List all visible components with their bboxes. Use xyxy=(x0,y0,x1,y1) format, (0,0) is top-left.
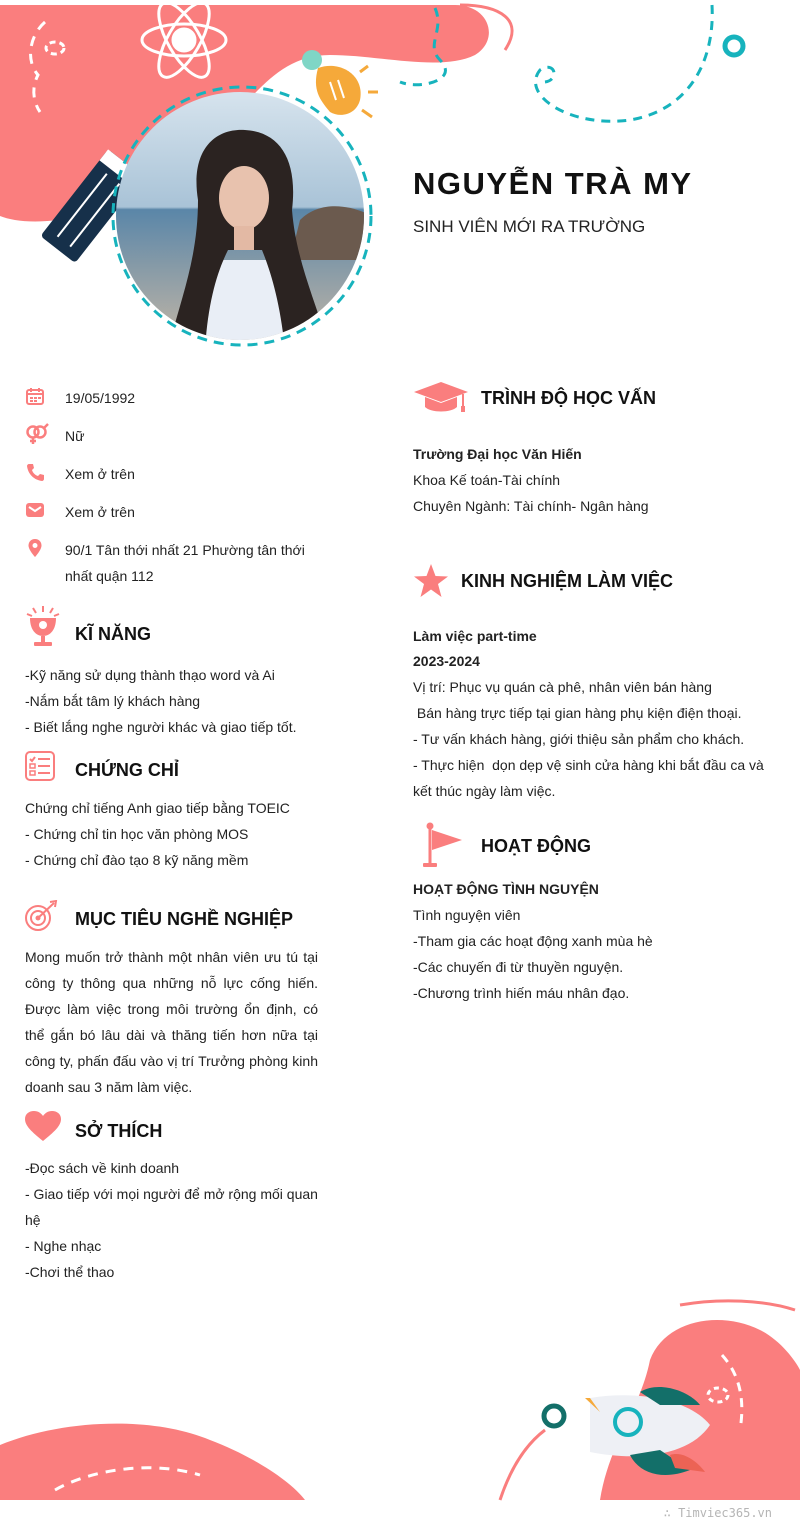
heart-icon xyxy=(24,1110,66,1142)
certificates-title: CHỨNG CHỈ xyxy=(75,759,179,780)
contact-birthdate xyxy=(25,385,315,411)
candidate-name: NGUYỄN TRÀ MY xyxy=(413,166,693,201)
certificates-list xyxy=(25,795,325,873)
school-name: Trường Đại học Văn Hiến xyxy=(413,446,582,462)
star-icon xyxy=(413,563,451,599)
target-icon xyxy=(24,900,66,932)
list-item: - Nghe nhạc xyxy=(25,1238,102,1254)
list-item: - Chứng chỉ tin học văn phòng MOS xyxy=(25,826,249,842)
list-item: Bán hàng trực tiếp tại gian hàng phụ kiện điện thoại. xyxy=(413,705,742,721)
list-item: -Chơi thể thao xyxy=(25,1264,115,1280)
experience-details xyxy=(413,624,783,804)
list-item: -Nắm bắt tâm lý khách hàng xyxy=(25,693,201,709)
candidate-title: SINH VIÊN MỚI RA TRƯỜNG xyxy=(413,217,646,236)
calendar-icon xyxy=(25,385,55,407)
skills-list xyxy=(25,662,325,740)
list-item: - Biết lắng nghe người khác và giao tiếp tốt. xyxy=(25,719,297,735)
contact-address xyxy=(25,537,315,589)
gender-value: Nữ xyxy=(65,428,85,444)
list-item: Chuyên Ngành: Tài chính- Ngân hàng xyxy=(413,498,649,514)
list-item: -Đọc sách về kinh doanh xyxy=(25,1160,180,1176)
phone-icon xyxy=(25,461,55,483)
graduation-cap-icon xyxy=(413,380,471,416)
birthdate-value: 19/05/1992 xyxy=(65,390,136,406)
contact-email xyxy=(25,499,315,525)
email-value: Xem ở trên xyxy=(65,504,135,520)
list-item: Khoa Kế toán-Tài chính xyxy=(413,472,561,488)
hobbies-list xyxy=(25,1155,325,1285)
certificates-header xyxy=(24,750,179,782)
experience-header xyxy=(413,563,673,599)
list-item: Chứng chỉ tiếng Anh giao tiếp bằng TOEIC xyxy=(25,800,290,816)
list-item: - Tư vấn khách hàng, giới thiệu sản phẩm cho khách. xyxy=(413,731,745,747)
hobbies-title: SỞ THÍCH xyxy=(75,1120,163,1141)
experience-title: KINH NGHIỆM LÀM VIỆC xyxy=(461,570,674,591)
list-item: -Chương trình hiến máu nhân đạo. xyxy=(413,985,630,1001)
flag-icon xyxy=(420,822,470,870)
list-item: -Kỹ năng sử dụng thành thạo word và Ai xyxy=(25,667,275,683)
rocket-icon xyxy=(585,1387,710,1475)
activity-subtitle: HOẠT ĐỘNG TÌNH NGUYỆN xyxy=(413,881,599,897)
skills-title: KĨ NĂNG xyxy=(75,623,151,644)
objective-title: MỤC TIÊU NGHỀ NGHIỆP xyxy=(75,908,294,929)
activities-title: HOẠT ĐỘNG xyxy=(481,835,591,856)
phone-value: Xem ở trên xyxy=(65,466,135,482)
watermark: ∴ Timviec365.vn xyxy=(663,1506,772,1520)
list-item: - Giao tiếp với mọi người để mở rộng mối quan hệ xyxy=(25,1186,318,1228)
hobbies-header xyxy=(24,1110,162,1142)
list-item: -Các chuyến đi từ thuyền nguyện. xyxy=(413,959,624,975)
list-item: Tình nguyện viên xyxy=(413,907,521,923)
job-period: 2023-2024 xyxy=(413,653,480,669)
email-icon xyxy=(25,499,55,521)
trophy-icon xyxy=(24,604,66,650)
list-item: - Chứng chỉ đào tạo 8 kỹ năng mềm xyxy=(25,852,249,868)
contact-gender xyxy=(25,423,315,449)
objective-header xyxy=(24,900,293,932)
list-item: -Tham gia các hoạt động xanh mùa hè xyxy=(413,933,653,949)
objective-text: Mong muốn trở thành một nhân viên ưu tú tại công ty thông qua những nỗ lực cống hiến. Được làm việc trong môi trường ổn định, có thể gắn bó lâu dài và thăng tiến hơn nữa tại công ty, phấn đấu vào vị trí Trưởng phòng kinh doanh sau 3 năm làm việc. xyxy=(25,949,318,1095)
address-value: 90/1 Tân thới nhất 21 Phường tân thới nhất quận 112 xyxy=(65,542,305,584)
checklist-icon xyxy=(24,750,66,782)
list-item: Vị trí: Phục vụ quán cà phê, nhân viên bán hàng xyxy=(413,679,712,695)
activities-header xyxy=(420,822,591,870)
contact-phone xyxy=(25,461,315,487)
education-header xyxy=(413,380,656,416)
skills-header xyxy=(24,604,151,650)
gender-icon xyxy=(25,423,55,445)
job-title: Làm việc part-time xyxy=(413,628,537,644)
activities-details xyxy=(413,877,783,1006)
location-icon xyxy=(25,537,55,559)
education-title: TRÌNH ĐỘ HỌC VẤN xyxy=(481,387,656,408)
list-item: - Thực hiện dọn dẹp vệ sinh cửa hàng khi bắt đầu ca và kết thúc ngày làm việc. xyxy=(413,757,768,799)
education-details xyxy=(413,441,783,519)
